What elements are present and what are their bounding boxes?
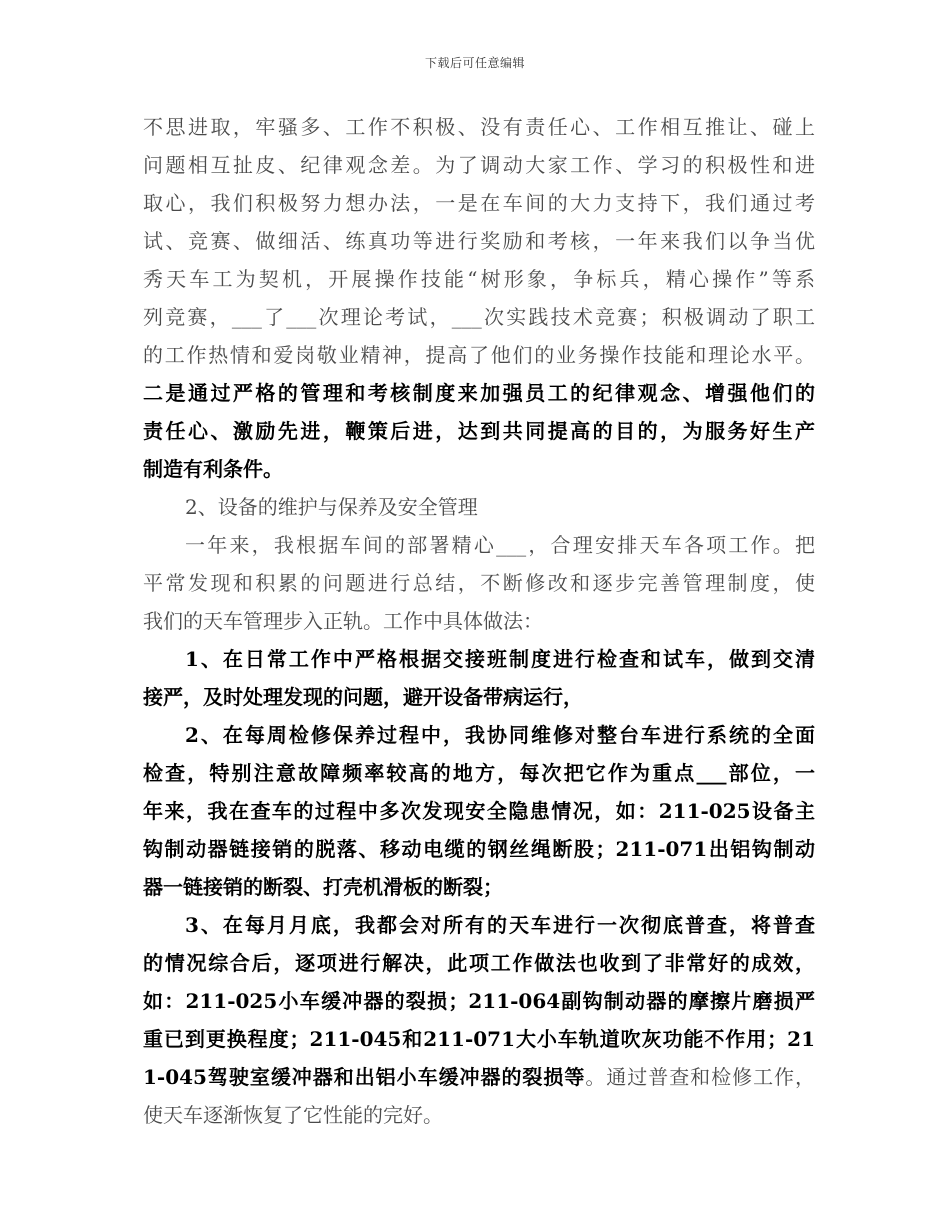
text-line: 重已到更换程度；211-045和211-071大小车轨道吹灰功能不作用；21 <box>143 1027 815 1051</box>
text-line: 年来，我在查车的过程中多次发现安全隐患情况，如：211-025设备主 <box>143 799 815 823</box>
text-line <box>143 1058 815 1096</box>
text-line: 责任心、激励先进，鞭策后进，达到共同提高的目的，为服务好生产 <box>143 419 815 443</box>
page-header: 下载后可任意编辑 <box>424 56 525 70</box>
bold-segment: 1-045驾驶室缓冲器和出铝小车缓冲器的裂损等 <box>143 1065 586 1089</box>
text-line: 取心，我们积极努力想办法，一是在车间的大力支持下，我们通过考 <box>143 191 815 215</box>
normal-segment: 。通过普查和检修工作， <box>585 1065 815 1089</box>
text-line: 一年来，我根据车间的部署精心___，合理安排天车各项工作。把 <box>185 533 815 557</box>
text-line: 试、竞赛、做细活、练真功等进行奖励和考核，一年来我们以争当优 <box>143 229 815 253</box>
document-body <box>143 108 815 1134</box>
text-line: 使天车逐渐恢复了它性能的完好。 <box>143 1103 443 1127</box>
text-line: 接严，及时处理发现的问题，避开设备带病运行， <box>143 685 583 709</box>
text-line: 1、在日常工作中严格根据交接班制度进行检查和试车，做到交清 <box>185 647 815 671</box>
text-line: 平常发现和积累的问题进行总结，不断修改和逐步完善管理制度，使 <box>143 571 815 595</box>
text-line: 2、在每周检修保养过程中，我协同维修对整台车进行系统的全面 <box>185 723 815 747</box>
text-line: 检查，特别注意故障频率较高的地方，每次把它作为重点___部位，一 <box>143 761 815 785</box>
text-line: 的工作热情和爱岗敬业精神，提高了他们的业务操作技能和理论水平。 <box>143 343 815 367</box>
text-line: 秀天车工为契机，开展操作技能“树形象，争标兵，精心操作”等系 <box>143 267 815 291</box>
text-line: 器一链接销的断裂、打壳机滑板的断裂； <box>143 875 503 899</box>
text-line: 3、在每月月底，我都会对所有的天车进行一次彻底普查，将普查 <box>185 913 815 937</box>
text-line: 我们的天车管理步入正轨。工作中具体做法： <box>143 609 543 633</box>
text-line: 如：211-025小车缓冲器的裂损；211-064副钩制动器的摩擦片磨损严 <box>143 989 815 1013</box>
text-line: 的情况综合后，逐项进行解决，此项工作做法也收到了非常好的成效， <box>143 951 815 975</box>
text-line: 不思进取，牢骚多、工作不积极、没有责任心、工作相互推让、碰上 <box>143 115 815 139</box>
text-line: 钩制动器链接销的脱落、移动电缆的钢丝绳断股；211-071出铝钩制动 <box>143 837 815 861</box>
text-line: 二是通过严格的管理和考核制度来加强员工的纪律观念、增强他们的 <box>143 381 815 405</box>
text-line: 问题相互扯皮、纪律观念差。为了调动大家工作、学习的积极性和进 <box>143 153 815 177</box>
text-line: 制造有利条件。 <box>143 457 283 481</box>
text-line: 列竞赛，___了___次理论考试，___次实践技术竞赛；积极调动了职工 <box>143 305 815 329</box>
text-line: 2、设备的维护与保养及安全管理 <box>185 495 478 519</box>
